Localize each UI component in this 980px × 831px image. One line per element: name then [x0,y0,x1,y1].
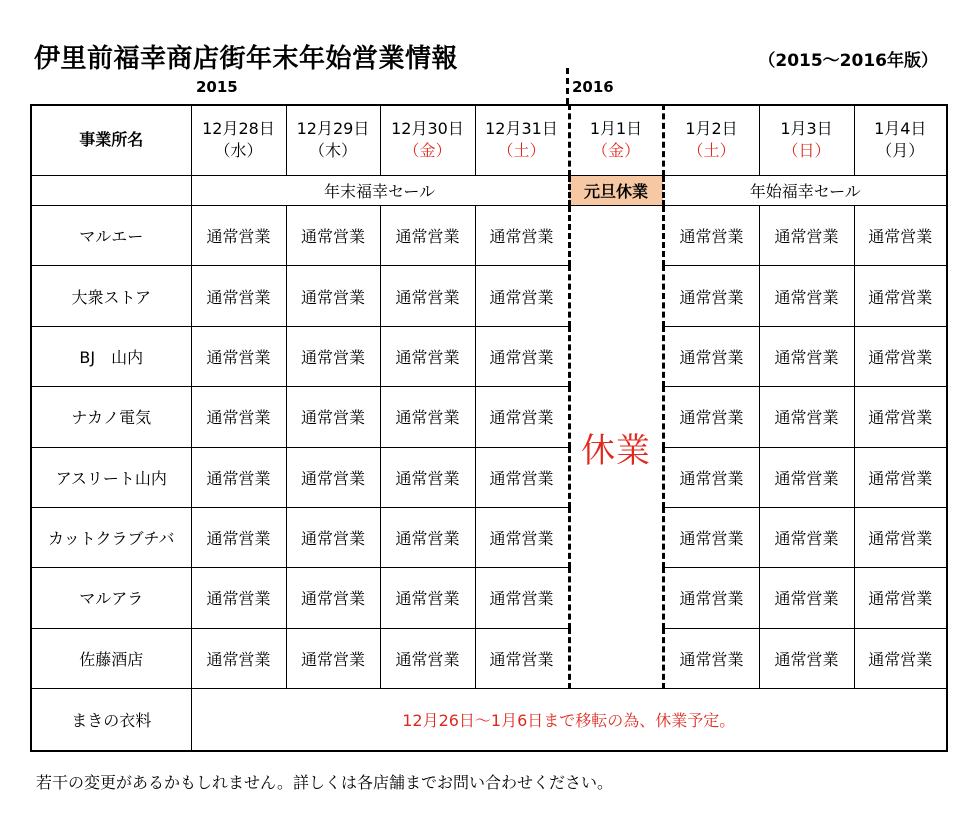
store-name: BJ 山内 [31,326,191,386]
date-header [663,105,759,175]
date-label: 1月2日 [685,119,738,139]
date-header [854,105,947,175]
status-cell: 通常営業 [475,326,569,386]
status-cell: 通常営業 [663,266,759,326]
business-name-header: 事業所名 [31,105,191,175]
status-cell: 通常営業 [380,628,475,688]
new-year-closed-cell [569,206,663,689]
date-header [286,105,380,175]
closed-label: 休業 [581,430,651,471]
date-header [380,105,475,175]
status-cell: 通常営業 [854,507,947,567]
store-row [31,326,947,386]
status-cell: 通常営業 [286,568,380,628]
store-row [31,628,947,688]
new-year-holiday-label: 元旦休業 [569,175,663,205]
schedule-table [30,104,948,752]
status-cell: 通常営業 [380,568,475,628]
store-row [31,507,947,567]
status-cell: 通常営業 [475,568,569,628]
status-cell: 通常営業 [663,206,759,266]
store-row [31,387,947,447]
header-row [31,105,947,175]
date-header [759,105,854,175]
date-label: 12月30日 [391,119,464,139]
year-2016-label: 2016 [572,78,614,96]
store-name: まきの衣料 [31,688,191,751]
weekday-label: （土） [497,141,546,161]
weekday-label: （金） [591,141,640,161]
weekday-label: （木） [308,141,357,161]
store-name: カットクラブチバ [31,507,191,567]
sale-row [31,175,947,205]
store-name: ナカノ電気 [31,387,191,447]
status-cell: 通常営業 [759,206,854,266]
status-cell: 通常営業 [759,326,854,386]
status-cell: 通常営業 [759,507,854,567]
status-cell: 通常営業 [380,326,475,386]
status-cell: 通常営業 [286,628,380,688]
status-cell: 通常営業 [854,387,947,447]
status-cell: 通常営業 [475,387,569,447]
date-label: 1月1日 [589,119,643,139]
date-header [569,105,663,175]
edition-label: （2015～2016年版） [758,51,938,71]
status-cell: 通常営業 [286,387,380,447]
status-cell: 通常営業 [759,387,854,447]
weekday-label: （日） [782,141,831,161]
status-cell: 通常営業 [854,206,947,266]
date-label: 1月3日 [780,119,833,139]
weekday-label: （月） [876,141,925,161]
status-cell: 通常営業 [286,507,380,567]
status-cell: 通常営業 [854,568,947,628]
relocation-notice: 12月26日～1月6日まで移転の為、休業予定。 [191,688,947,751]
date-header [191,105,286,175]
store-row [31,447,947,507]
status-cell: 通常営業 [191,387,286,447]
store-row [31,206,947,266]
status-cell: 通常営業 [475,266,569,326]
blank-cell [31,175,191,205]
store-name: マルエー [31,206,191,266]
status-cell: 通常営業 [286,447,380,507]
status-cell: 通常営業 [854,628,947,688]
new-year-sale-label: 年始福幸セール [663,175,947,205]
status-cell: 通常営業 [759,266,854,326]
status-cell: 通常営業 [191,447,286,507]
status-cell: 通常営業 [759,568,854,628]
status-cell: 通常営業 [191,266,286,326]
page-title: 伊里前福幸商店街年末年始営業情報 [34,44,459,74]
status-cell: 通常営業 [854,326,947,386]
status-cell: 通常営業 [475,628,569,688]
status-cell: 通常営業 [191,628,286,688]
date-label: 12月29日 [296,119,370,139]
status-cell: 通常営業 [380,206,475,266]
status-cell: 通常営業 [380,507,475,567]
status-cell: 通常営業 [191,206,286,266]
weekday-label: （水） [214,141,263,161]
status-cell: 通常営業 [380,447,475,507]
weekday-label: （金） [403,141,452,161]
status-cell: 通常営業 [475,206,569,266]
status-cell: 通常営業 [663,507,759,567]
status-cell: 通常営業 [286,326,380,386]
store-row [31,568,947,628]
date-header [475,105,569,175]
date-label: 12月28日 [202,119,275,139]
status-cell: 通常営業 [191,568,286,628]
status-cell: 通常営業 [191,507,286,567]
status-cell: 通常営業 [759,628,854,688]
store-name: アスリート山内 [31,447,191,507]
year-end-sale-label: 年末福幸セール [191,175,569,205]
status-cell: 通常営業 [475,447,569,507]
special-store-row [31,688,947,751]
year-2015-label: 2015 [196,78,238,96]
status-cell: 通常営業 [663,447,759,507]
year-divider-line [566,68,569,104]
status-cell: 通常営業 [475,507,569,567]
status-cell: 通常営業 [663,628,759,688]
weekday-label: （土） [687,141,736,161]
store-row [31,266,947,326]
status-cell: 通常営業 [663,568,759,628]
footer-note: 若干の変更があるかもしれません。詳しくは各店舗までお問い合わせください。 [36,773,613,792]
status-cell: 通常営業 [380,387,475,447]
date-label: 12月31日 [485,119,558,139]
store-name: 佐藤酒店 [31,628,191,688]
store-name: マルアラ [31,568,191,628]
store-name: 大衆ストア [31,266,191,326]
status-cell: 通常営業 [663,387,759,447]
status-cell: 通常営業 [854,266,947,326]
status-cell: 通常営業 [759,447,854,507]
status-cell: 通常営業 [854,447,947,507]
date-label: 1月4日 [874,119,927,139]
status-cell: 通常営業 [286,206,380,266]
status-cell: 通常営業 [286,266,380,326]
status-cell: 通常営業 [663,326,759,386]
status-cell: 通常営業 [380,266,475,326]
status-cell: 通常営業 [191,326,286,386]
